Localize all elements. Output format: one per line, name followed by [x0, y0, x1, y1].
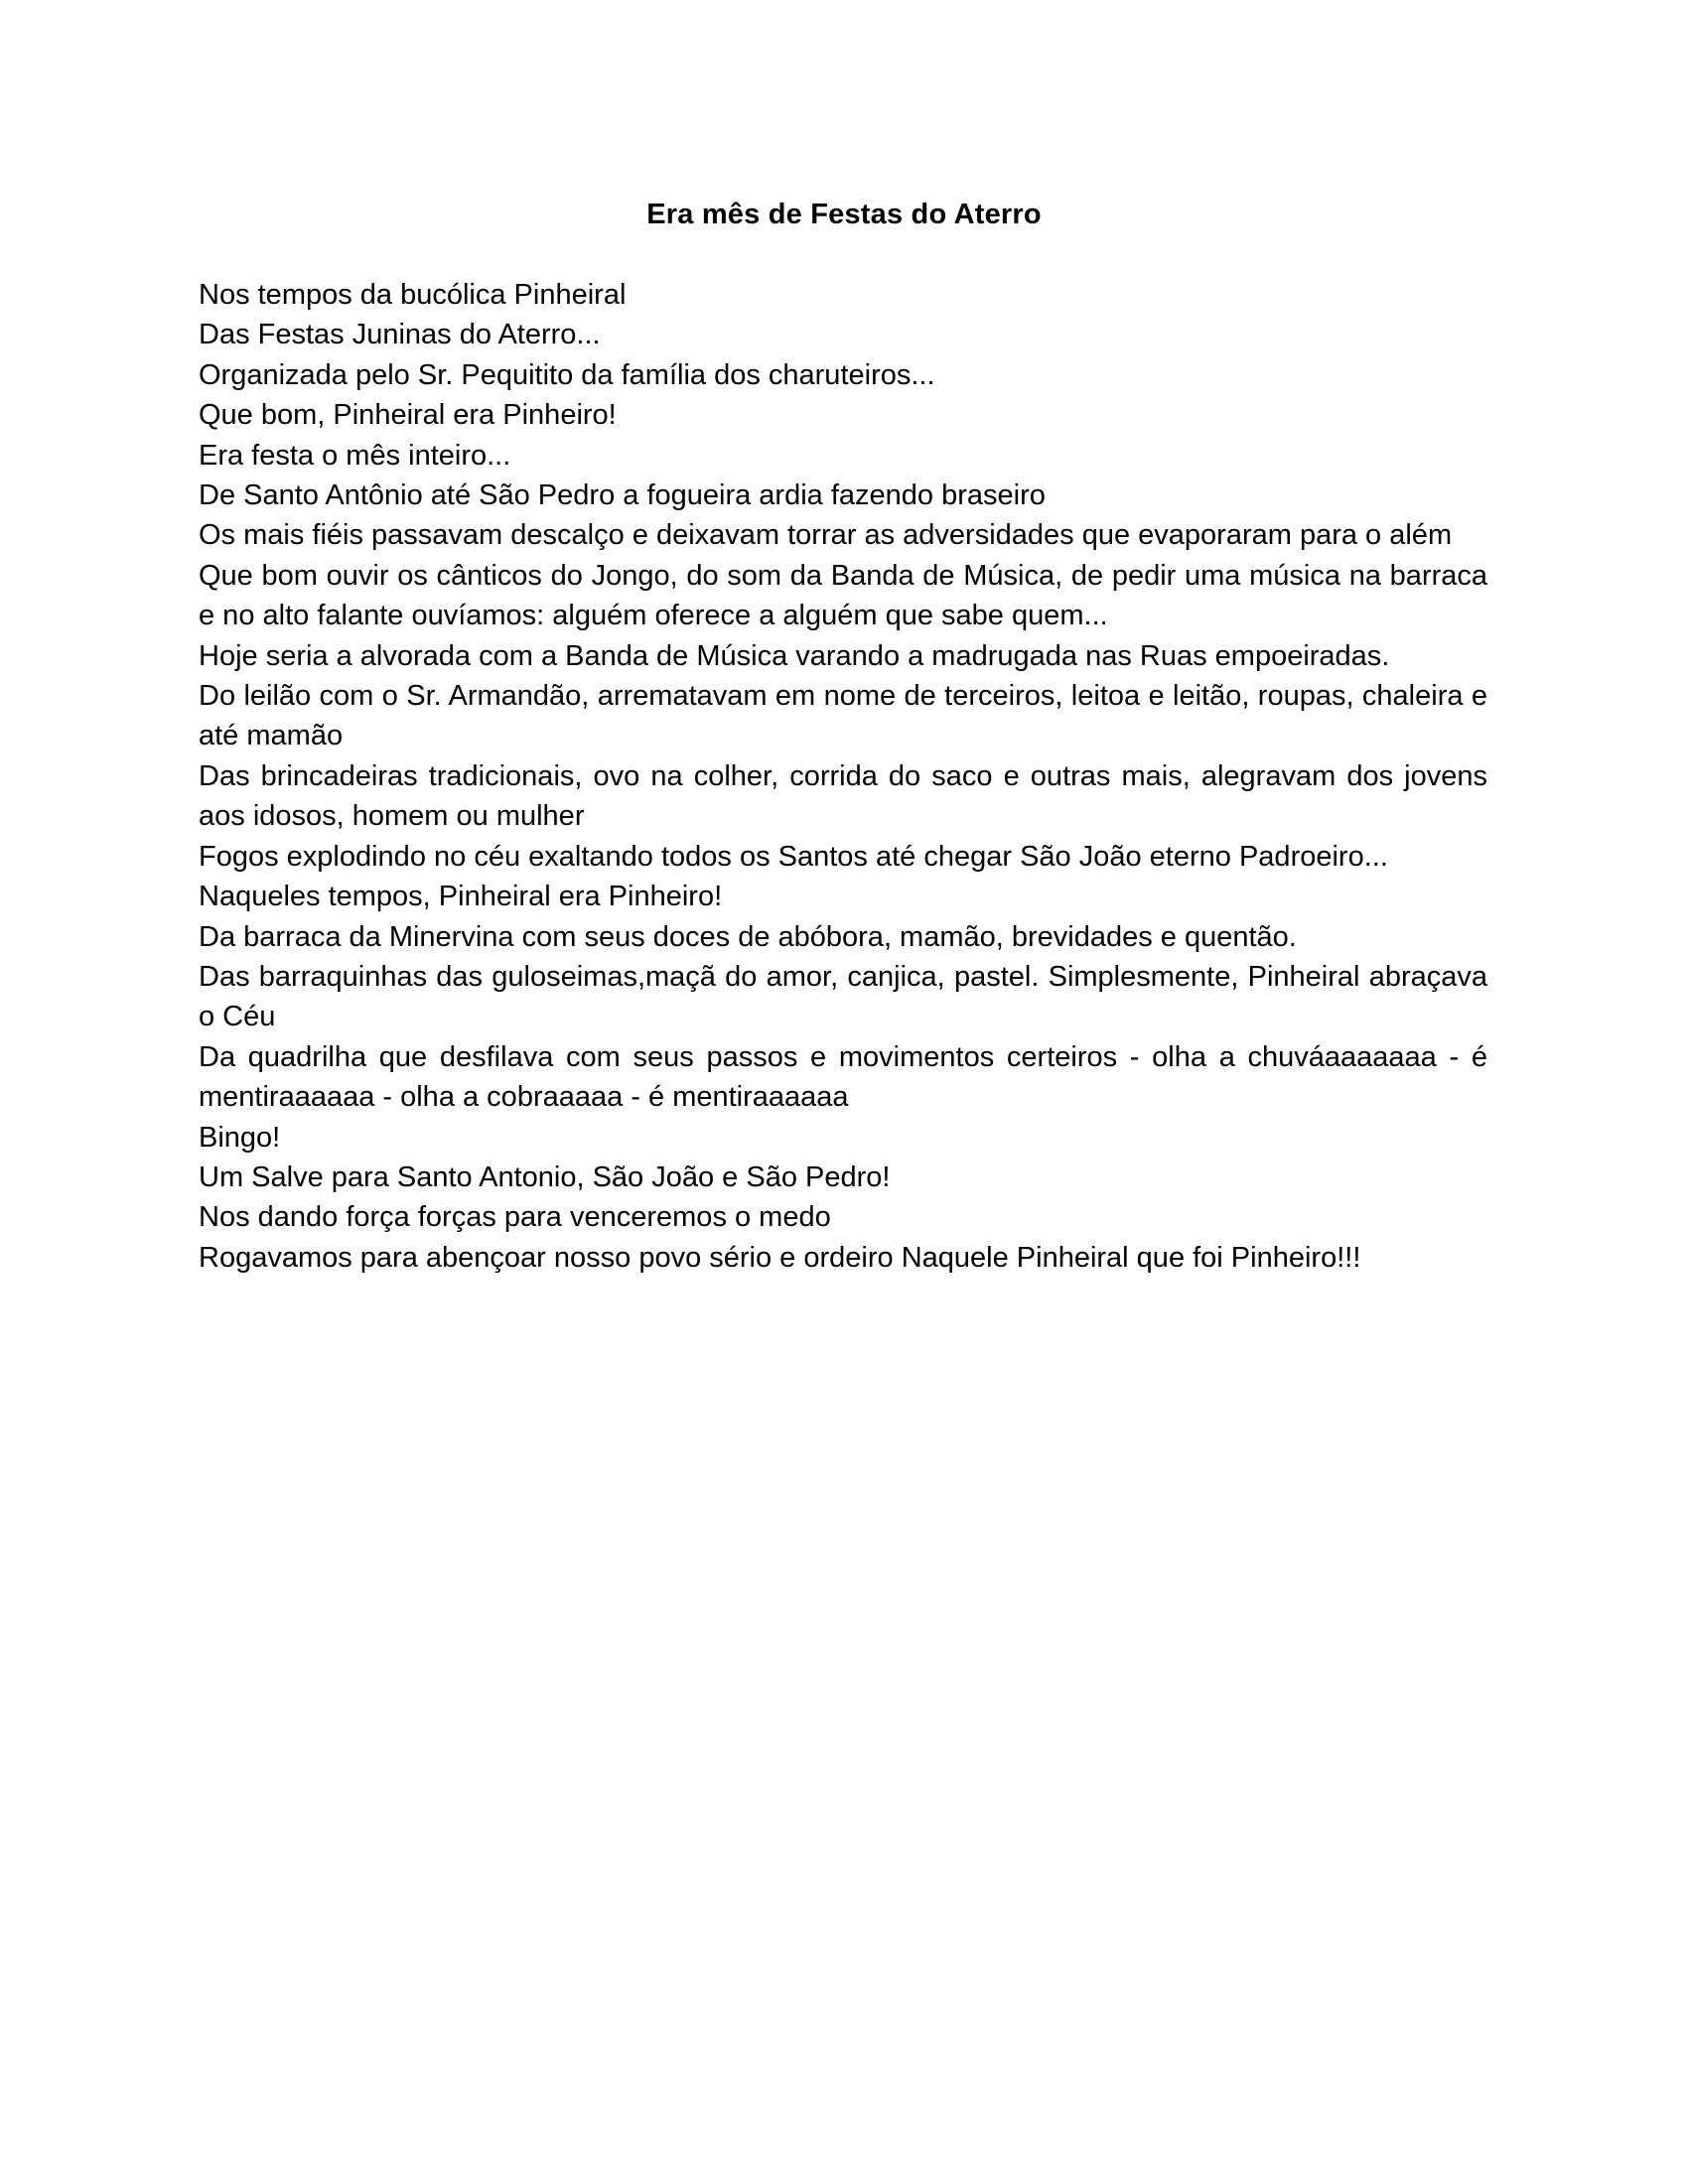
poem-line: Um Salve para Santo Antonio, São João e São Pedro! — [199, 1160, 891, 1193]
poem-line: Nos dando força forças para venceremos o medo — [199, 1201, 831, 1234]
poem-line: Da quadrilha que desfilava com seus passos e movimentos certeiros - olha a chuváaaaaaaa - é mentiraaaaaa - olha a cobraaaaa - é mentiraaaaaa — [199, 1040, 1487, 1114]
poem-line: Das Festas Juninas do Aterro... — [199, 319, 601, 351]
poem-line: Bingo! — [199, 1121, 281, 1154]
poem-line: Das brincadeiras tradicionais, ovo na colher, corrida do saco e outras mais, alegravam dos jovens aos idosos, homem ou mulher — [199, 759, 1487, 833]
poem-line: Do leilão com o Sr. Armandão, arrematavam em nome de terceiros, leitoa e leitão, roupas, chaleira e até mamão — [199, 680, 1487, 752]
poem-line: De Santo Antônio até São Pedro a fogueira ardia fazendo braseiro — [199, 479, 1046, 512]
poem-line: Os mais fiéis passavam descalço e deixavam torrar as adversidades que evaporaram para o além — [199, 519, 1453, 552]
poem-line: Organizada pelo Sr. Pequitito da família dos charuteiros... — [199, 358, 935, 391]
poem-body — [199, 275, 1487, 1278]
poem-line: Era festa o mês inteiro... — [199, 439, 511, 472]
document-title: Era mês de Festas do Aterro — [646, 199, 1042, 230]
poem-line: Naqueles tempos, Pinheiral era Pinheiro! — [199, 881, 723, 913]
poem-line: Rogavamos para abençoar nosso povo sério e ordeiro Naquele Pinheiral que foi Pinheiro!!! — [199, 1241, 1361, 1274]
poem-line: Fogos explodindo no céu exaltando todos os Santos até chegar São João eterno Padroeiro... — [199, 840, 1388, 873]
poem-line: Que bom ouvir os cânticos do Jongo, do som da Banda de Música, de pedir uma música na barraca e no alto falante ouvíamos: alguém oferece a alguém que sabe quem... — [199, 559, 1487, 632]
poem-line: Nos tempos da bucólica Pinheiral — [199, 279, 627, 311]
poem-line: Que bom, Pinheiral era Pinheiro! — [199, 399, 617, 432]
poem-line: Da barraca da Minervina com seus doces de abóbora, mamão, brevidades e quentão. — [199, 920, 1297, 953]
poem-line: Das barraquinhas das guloseimas,maçã do amor, canjica, pastel. Simplesmente, Pinheiral abraçava o Céu — [199, 960, 1487, 1033]
poem-line: Hoje seria a alvorada com a Banda de Música varando a madrugada nas Ruas empoeiradas. — [199, 639, 1390, 672]
